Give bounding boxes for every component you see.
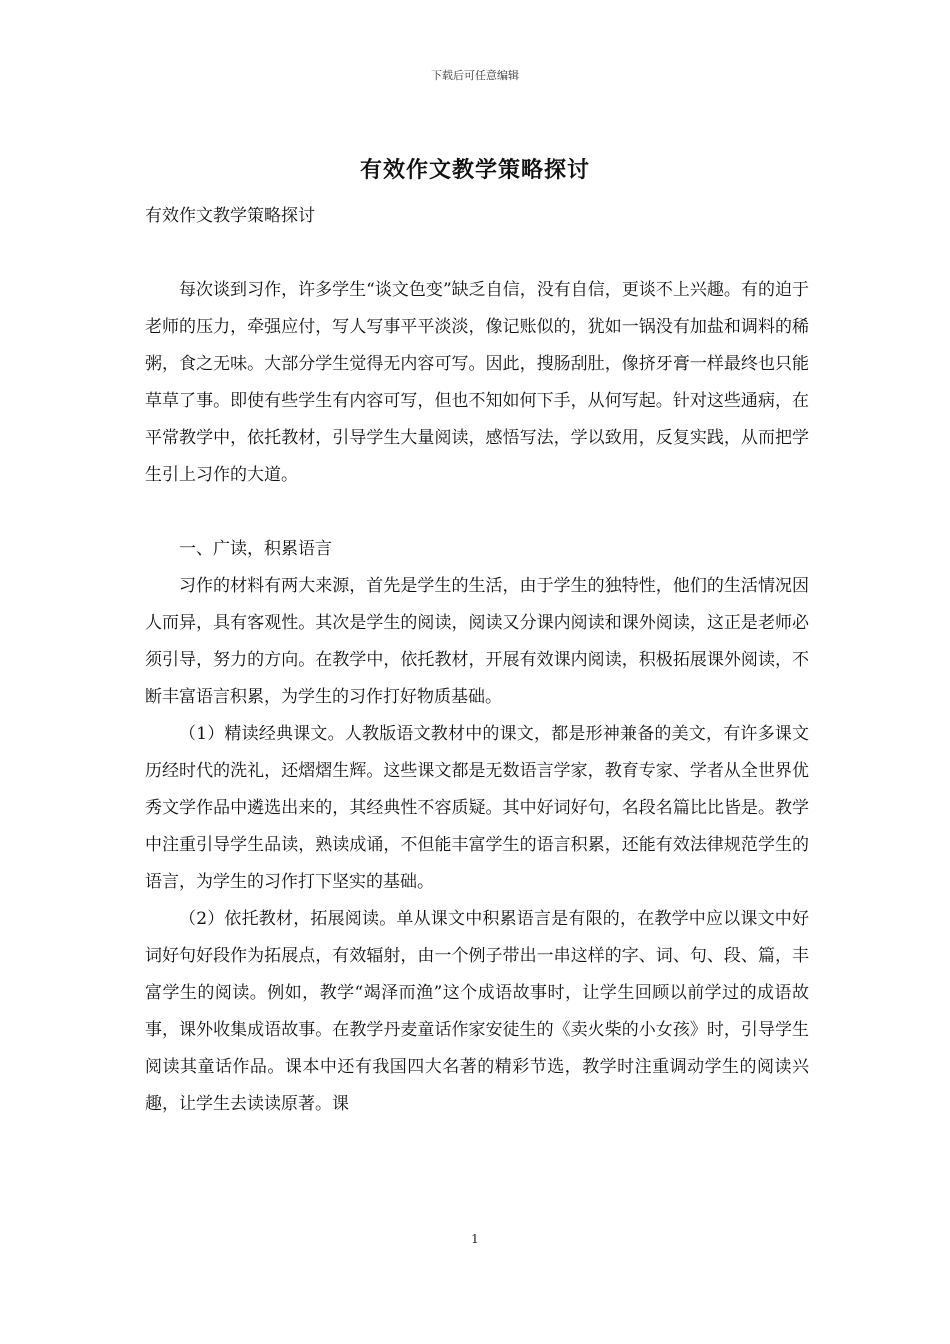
page-header-note: 下载后可任意编辑 — [431, 69, 519, 82]
blank-line — [145, 235, 809, 272]
section-heading-1: 一、广读，积累语言 — [179, 539, 332, 559]
document-body — [145, 198, 809, 1123]
paragraph-section-1: 习作的材料有两大来源，首先是学生的生活，由于学生的独特性，他们的生活情况因人而异，具有客观性。其次是学生的阅读，阅读又分课内阅读和课外阅读，这正是老师必须引导，努力的方向。在教学中，依托教材，开展有效课内阅读，积极拓展课外阅读，不断丰富语言积累，为学生的习作打好物质基础。 — [145, 576, 809, 707]
document-subtitle: 有效作文教学策略探讨 — [145, 206, 315, 226]
blank-line — [145, 494, 809, 531]
paragraph-point-1: （1）精读经典课文。人教版语文教材中的课文，都是形神兼备的美文，有许多课文历经时代的洗礼，还熠熠生辉。这些课文都是无数语言学家，教育专家、学者从全世界优秀文学作品中遴选出来的，其经典性不容质疑。其中好词好句，名段名篇比比皆是。教学中注重引导学生品读，熟读成诵，不但能丰富学生的语言积累，还能有效法律规范学生的语言，为学生的习作打下坚实的基础。 — [145, 724, 809, 892]
page-number: 1 — [471, 1232, 479, 1246]
paragraph-intro: 每次谈到习作，许多学生“谈文色变”缺乏自信，没有自信，更谈不上兴趣。有的迫于老师的压力，牵强应付，写人写事平平淡淡，像记账似的，犹如一锅没有加盐和调料的稀粥，食之无味。大部分学生觉得无内容可写。因此，搜肠刮肚，像挤牙膏一样最终也只能草草了事。即使有些学生有内容可写，但也不知如何下手，从何写起。针对这些通病，在平常教学中，依托教材，引导学生大量阅读，感悟写法，学以致用，反复实践，从而把学生引上习作的大道。 — [145, 280, 809, 485]
paragraph-point-2: （2）依托教材，拓展阅读。单从课文中积累语言是有限的，在教学中应以课文中好词好句好段作为拓展点，有效辐射，由一个例子带出一串这样的字、词、句、段、篇，丰富学生的阅读。例如，教学“竭泽而渔”这个成语故事时，让学生回顾以前学过的成语故事，课外收集成语故事。在教学丹麦童话作家安徒生的《卖火柴的小女孩》时，引导学生阅读其童话作品。课本中还有我国四大名著的精彩节选，教学时注重调动学生的阅读兴趣，让学生去读读原著。课 — [145, 909, 809, 1114]
document-title: 有效作文教学策略探讨 — [359, 157, 590, 183]
